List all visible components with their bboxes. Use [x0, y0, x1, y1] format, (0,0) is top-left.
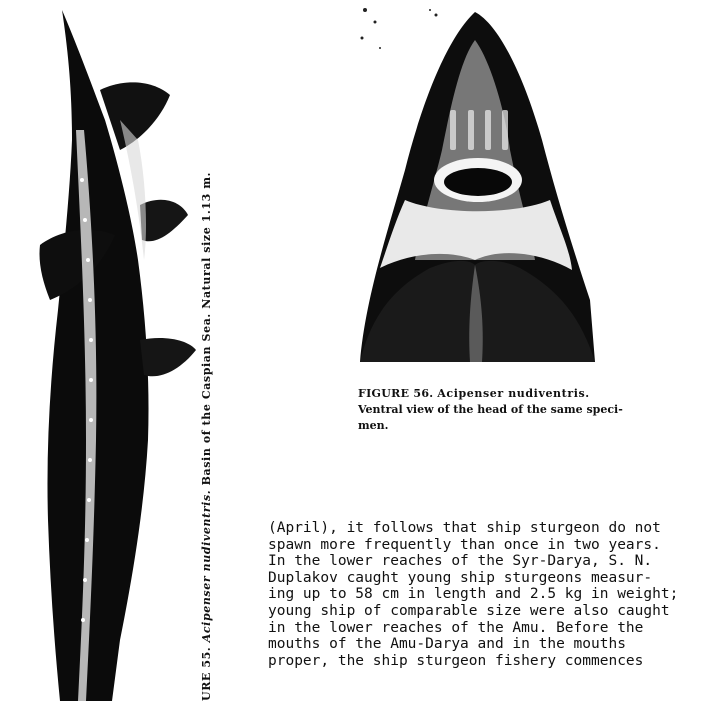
text-line: young ship of comparable size were also caught	[268, 602, 670, 619]
figure-56-species: Acipenser nudiventris.	[437, 387, 590, 400]
figure-56-caption	[358, 386, 658, 434]
figure-55-desc: Basin of the Caspian Sea.	[200, 313, 213, 486]
text-line: mouths of the Amu-Darya and in the mouths	[268, 636, 626, 653]
text-line: (April), it follows that ship sturgeon do not	[268, 520, 661, 536]
text-line: in the lower reaches of the Amu. Before the	[268, 619, 644, 636]
figure-56-line1	[358, 386, 658, 402]
figure-56-label: FIGURE 56.	[358, 387, 434, 400]
body-text	[268, 520, 701, 669]
text-line: proper, the ship sturgeon fishery commences	[268, 652, 644, 669]
figure-55-species: Acipenser nudiventris.	[200, 489, 213, 643]
text-line: spawn more frequently than once in two years.	[268, 536, 661, 553]
fish-photograph	[20, 0, 210, 701]
text-line: In the lower reaches of the Syr-Darya, S. N.	[268, 553, 653, 570]
text-line: ing up to 58 cm in length and 2.5 kg in weight;	[268, 586, 679, 603]
figure-55-label: URE 55.	[200, 646, 213, 701]
figure-55-caption	[200, 161, 213, 701]
head-photograph	[350, 0, 600, 375]
figure-55-size: Natural size 1.13 m.	[200, 171, 213, 309]
figure-56-line2: Ventral view of the head of the same speci-	[358, 403, 623, 416]
text-line: Duplakov caught young ship sturgeons measur-	[268, 569, 653, 586]
figure-56-line3: men.	[358, 419, 389, 432]
